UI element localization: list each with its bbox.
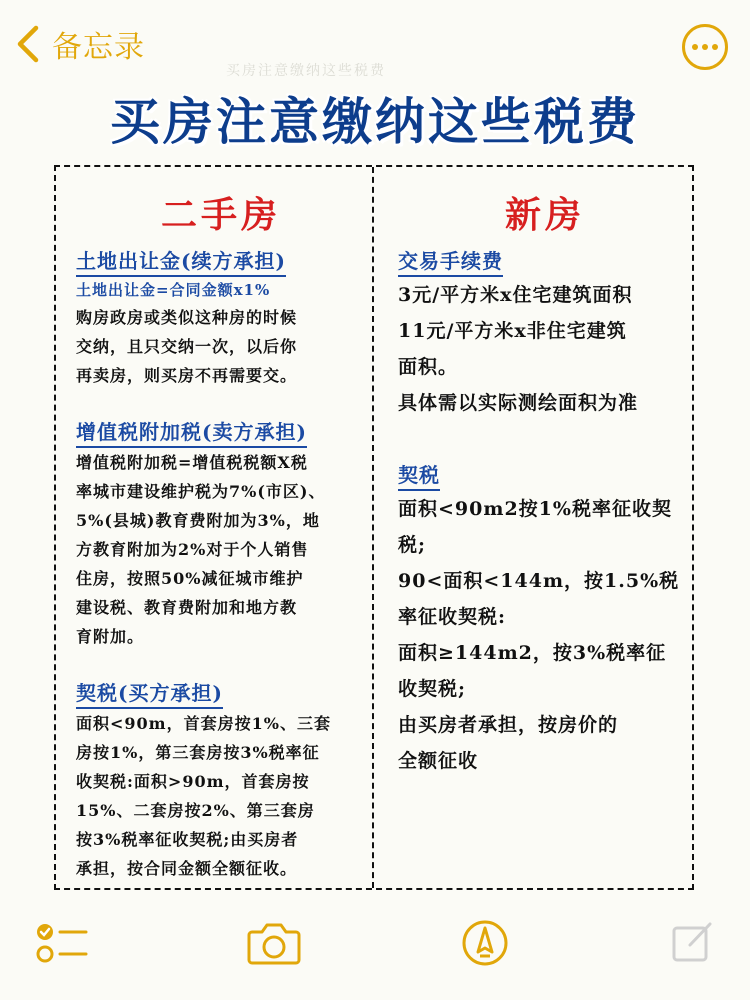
transaction-fee-section: [398, 247, 692, 421]
back-label: 备忘录: [52, 30, 145, 65]
body-line: 税;: [398, 534, 427, 556]
camera-button[interactable]: [246, 918, 302, 968]
second-hand-column: [56, 167, 372, 888]
more-dot: [692, 44, 698, 50]
body-line: 购房政房或类似这种房的时候: [76, 308, 298, 327]
body-line: 房按1%，第三套房按3%税率征: [76, 743, 320, 762]
second-hand-heading: 二手房: [160, 194, 281, 236]
body-line: 承担，按合同金额全额征收。: [76, 859, 298, 878]
checklist-button[interactable]: [34, 918, 90, 968]
compose-icon: [668, 918, 718, 968]
body-line: 由买房者承担，按房价的: [398, 714, 619, 736]
body-line: 全额征收: [398, 750, 479, 772]
body-line: 育附加。: [76, 627, 145, 646]
vat-surcharge-section: [76, 418, 366, 651]
body-line: 面积<90m，首套房按1%、三套: [76, 714, 331, 733]
body-line: 率城市建设维护税为7%(市区)、: [76, 482, 326, 501]
bottom-toolbar: [0, 910, 750, 990]
markup-pen-icon: [460, 918, 510, 968]
body-line: 90<面积<144m，按1.5%税: [398, 570, 680, 592]
deed-tax-section: [76, 679, 366, 883]
body-line: 具体需以实际测绘面积为准: [398, 392, 639, 414]
camera-icon: [246, 918, 302, 968]
body-line: 再卖房，则买房不再需要交。: [76, 366, 298, 385]
new-house-heading: 新房: [504, 194, 585, 236]
note-title: 买房注意缴纳这些税费: [110, 92, 640, 151]
more-options-button[interactable]: [682, 24, 728, 70]
section-title: 契税(买方承担): [76, 679, 223, 709]
compose-button[interactable]: [668, 918, 718, 968]
section-title: 土地出让金(续方承担): [76, 247, 286, 277]
body-line: 交纳，且只交纳一次，以后你: [76, 337, 298, 356]
markup-button[interactable]: [460, 918, 510, 968]
body-line: 15%、二套房按2%、第三套房: [76, 801, 315, 820]
body-line: 住房，按照50%减征城市维护: [76, 569, 304, 588]
new-house-column: [374, 167, 696, 888]
body-line: 面积。: [398, 356, 459, 378]
body-line: 11元/平方米x非住宅建筑: [398, 320, 627, 342]
section-title: 增值税附加税(卖方承担): [76, 418, 307, 448]
body-line: 3元/平方米x住宅建筑面积: [398, 284, 633, 306]
more-dot: [702, 44, 708, 50]
section-formula: 土地出让金=合同金额x1%: [76, 281, 271, 299]
section-title: 契税: [398, 461, 440, 491]
back-button[interactable]: [14, 22, 145, 66]
chevron-left-icon: [14, 24, 42, 64]
body-line: 面积≥144m2，按3%税率征: [398, 642, 667, 664]
body-line: 方教育附加为2%对于个人销售: [76, 540, 309, 559]
faint-subtitle: 买房注意缴纳这些税费: [226, 63, 386, 78]
body-line: 率征收契税:: [398, 606, 507, 628]
body-line: 建设税、教育费附加和地方教: [76, 598, 298, 617]
body-line: 面积<90m2按1%税率征收契: [398, 498, 672, 520]
body-line: 收契税;: [398, 678, 467, 700]
body-line: 增值税附加税=增值税税额X税: [76, 453, 308, 472]
new-deed-tax-section: [398, 461, 692, 779]
land-fee-section: [76, 247, 366, 390]
body-line: 按3%税率征收契税;由买房者: [76, 830, 299, 849]
section-title: 交易手续费: [398, 247, 503, 277]
tax-comparison-table: [54, 165, 694, 890]
body-line: 收契税:面积>90m，首套房按: [76, 772, 310, 791]
more-dot: [712, 44, 718, 50]
body-line: 5%(县城)教育费附加为3%，地: [76, 511, 320, 530]
checklist-icon: [34, 918, 90, 968]
